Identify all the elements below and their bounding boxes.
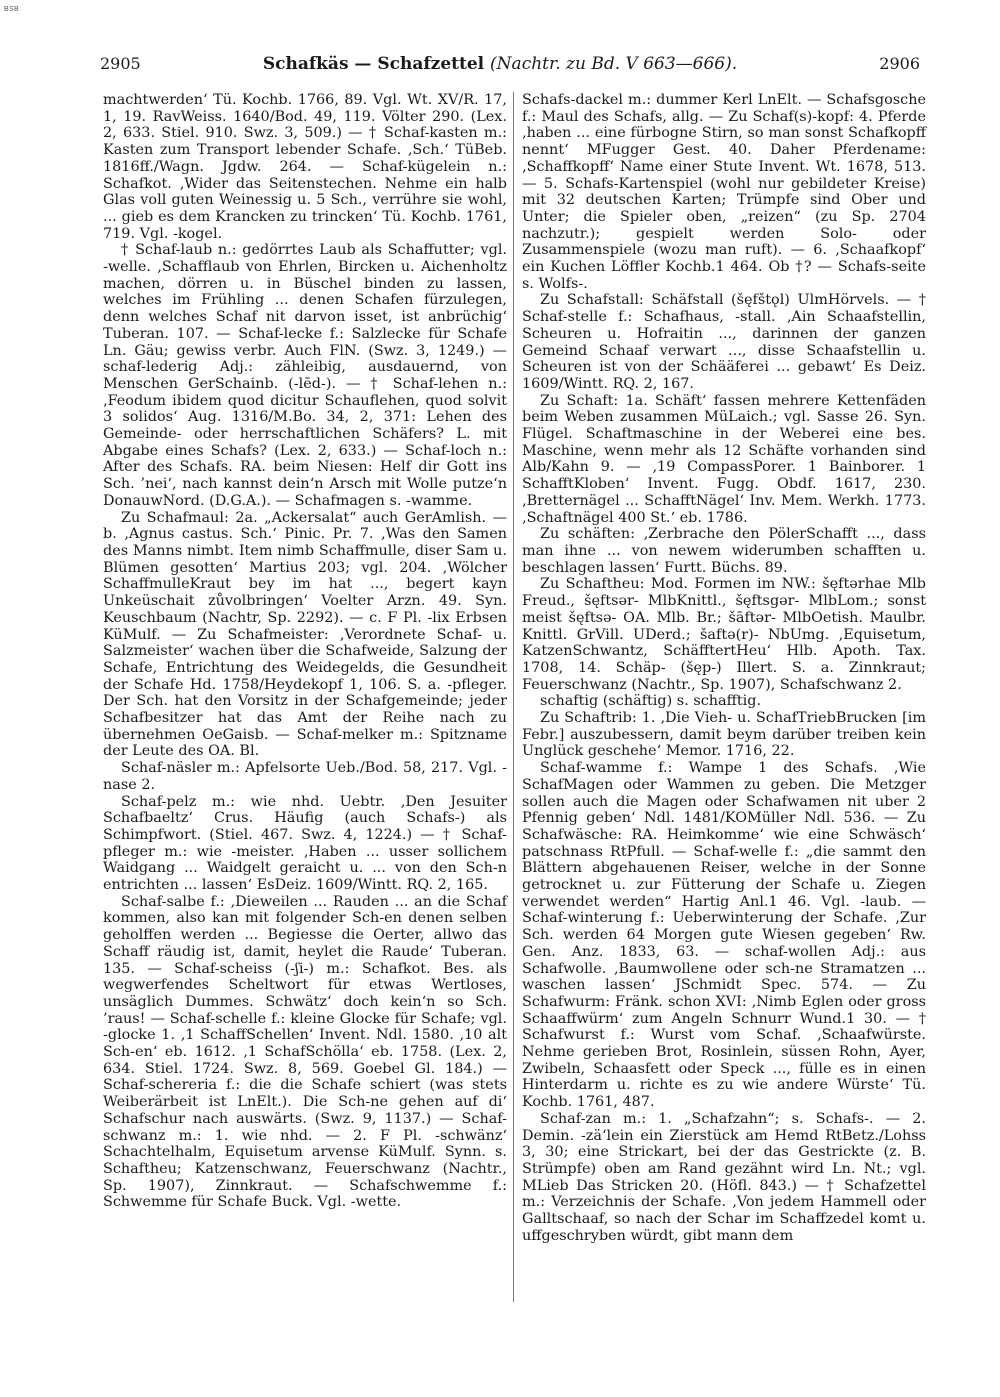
paragraph: Zu schäften: ‚Zerbrache den PölerSchafft ..., dass man ihne ... von newem widerumben schafften u. beschlagen lassen‘ Furtt. Büchs. 89. bbox=[522, 526, 926, 576]
paragraph: Schaf-salbe f.: ‚Dieweilen ... Rauden ... an die Schaf kommen, also kan mit folgender Sch-en denen selben geholffen werden ... Begiesse die Oerter, allwo das Schaff räudig ist, damit, heylet die Raude‘ Tuberan. 135. — Schaf-scheiss (-ʃi-) m.: Schafkot. Bes. als wegwerfendes Scheltwort für etwas Wertloses, unsäglich Dummes. Schwätz‘ doch kein‘n so Sch. ’raus! — Schaf-schelle f.: kleine Glocke für Schafe; vgl. -glocke 1. ‚1 SchaffSchellen‘ Invent. Ndl. 1580. ‚10 alt Sch-en‘ eb. 1612. ‚1 SchafSchölla‘ eb. 1758. (Lex. 2, 634. Stiel. 1724. Swz. 8, 569. Goebel Gl. 184.) — Schaf-schereria f.: die die Schafe schiert (was stets Weiberärbeit ist LnElt.). Die Sch-ne gehen auf di‘ Schafschur nach auswärts. (Swz. 9, 1137.) — Schaf-schwanz m.: 1. wie nhd. — 2. F Pl. -schwänz‘ Schachtelhalm, Equisetum arvense KüMulf. Synn. s. Schaftheu; Katzenschwanz, Feuerschwanz (Nachtr., Sp. 1907), Zinnkraut. — Schafschwemme f.: Schwemme für Schafe Buck. Vgl. -wette. bbox=[103, 893, 507, 1211]
column-divider bbox=[513, 92, 514, 1302]
paragraph: Zu Schaftrib: 1. ‚Die Vieh- u. SchafTriebBrucken [im Febr.] auszubessern, damit beym darüber treiben kein Unglück geschehe‘ Memor. 1716, 22. bbox=[522, 710, 926, 760]
title-headwords: Schafkäs — Schafzettel bbox=[262, 54, 485, 74]
title-supplement-note: (Nachtr. zu Bd. V 663—666). bbox=[490, 54, 738, 74]
paragraph: Zu Schaft: 1a. Schäft‘ fassen mehrere Kettenfäden beim Weben zusammen MüLaich.; vgl. Sasse 26. Syn. Flügel. Schaftmaschine in der Weberei eine bes. Maschine, wenn mehr als 12 Schäfte vorhanden sind Alb/Kahn 9. — ‚19 CompassPorer. 1 Bainborer. 1 SchafftKloben‘ Invent. Fugg. Obdf. 1617, 230. ‚Bretternägel ... SchafftNägel‘ Inv. Mem. Werkh. 1773. ‚Schaftnägel 400 St.‘ eb. 1786. bbox=[522, 392, 926, 526]
left-column bbox=[103, 92, 507, 1211]
paragraph: Schaf-näsler m.: Apfelsorte Ueb./Bod. 58, 217. Vgl. -nase 2. bbox=[103, 760, 507, 793]
right-column bbox=[522, 92, 926, 1245]
paragraph: Schafs-dackel m.: dummer Kerl LnElt. — Schafsgosche f.: Maul des Schafs, allg. — Zu Schaf(s)-kopf: 4. Pferde ‚haben ... eine fürbogne Stirn, so man sonst Schafkopff nennt‘ MFugger Gest. 40. Daher Pferdename: ‚Schaffkopff‘ Name einer Stute Invent. Wt. 1678, 513. — 5. Schafs-Kartenspiel (wohl nur gebildeter Kreise) mit 32 deutschen Karten; Trümpfe sind Ober und Unter; die Spieler oben, „reizen“ (zu Sp. 2704 nachzutr.); gespielt werden Solo- oder Zusammenspiele (wozu man ruft). — 6. ‚Schaafkopf‘ ein Kuchen Löffler Kochb.1 464. Ob †? — Schafs-seite s. Wolfs-. bbox=[522, 92, 926, 292]
paragraph: machtwerden‘ Tü. Kochb. 1766, 89. Vgl. Wt. XV/R. 17, 1, 19. RavWeiss. 1640/Bod. 49, 119. Völter 290. (Lex. 2, 633. Stiel. 910. Swz. 3, 509.) — † Schaf-kasten m.: Kasten zum Transport lebender Schafe. ‚Sch.‘ TüBeb. 1816ff./Wagn. Jgdw. 264. — Schaf-kügelein n.: Schafkot. ‚Wider das Seitenstechen. Nehme ein halb Glas voll guten Weinessig u. 5 Sch., verrühre sie wohl, ... gieb es dem Krancken zu trincken‘ Tü. Kochb. 1761, 719. Vgl. -kogel. bbox=[103, 92, 507, 242]
paragraph: Zu Schafstall: Schäfstall (šęfštǫl) UlmHörvels. — † Schaf-stelle f.: Schafhaus, -stall. ‚Ain Schaafstellin, Scheuren u. Hofraitin ..., darinnen der ganzen Gemeind Schaaf verwart ..., disse Schaafstellin u. Scheuren ist von der Schääferei ... gebawt‘ Es Deiz. 1609/Wintt. RQ. 2, 167. bbox=[522, 292, 926, 392]
page-number-left: 2905 bbox=[100, 54, 141, 73]
running-title bbox=[0, 54, 1000, 74]
library-stamp: BSB bbox=[4, 6, 19, 13]
paragraph: Schaf-zan m.: 1. „Schafzahn“; s. Schafs-. — 2. Demin. -zä‘lein ein Zierstück am Hemd RtBetz./Lohss 3, 30; eine Strickart, bei der das Gestrickte (z. B. Strümpfe) oben am Rand gezähnt wird Ln. Nt.; vgl. MLieb Das Stricken 20. (Höfl. 843.) — † Schafzettel m.: Verzeichnis der Schafe. ‚Von jedem Hammell oder Galltschaaf, so nach der Schar im Schaffzedel komt u. uffgeschryben würdt, gibt mann dem bbox=[522, 1110, 926, 1244]
paragraph: Schaf-pelz m.: wie nhd. Uebtr. ‚Den Jesuiter Schafbaeltz‘ Crus. Häufig (auch Schafs-) als Schimpfwort. (Stiel. 467. Swz. 4, 1224.) — † Schaf-pfleger m.: wie -meister. ‚Haben ... usser sollichem Waidgang ... Waidgelt geraicht u. ... von den Sch-n entrichten ... lassen‘ EsDeiz. 1609/Wintt. RQ. 2, 165. bbox=[103, 793, 507, 894]
paragraph: schaftig (schäftig) s. schafftig. bbox=[540, 693, 762, 710]
paragraph: Zu Schafmaul: 2a. „Ackersalat“ auch GerAmlish. — b. ‚Agnus castus. Sch.‘ Pinic. Pr. 7. ‚Was den Samen des Manns nimbt. Item nimb Schaffmulle, diser Sam u. Blümen gesotten‘ Martius 203; vgl. 204. ‚Wölcher SchaffmulleKraut bey im hat ..., begert kayn Unkeüschait zůvolbringen‘ Voelter Arzn. 49. Syn. Keuschbaum (Nachtr, Sp. 2292). — c. F Pl. -lix Erbsen KüMulf. — Zu Schafmeister: ‚Verordnete Schaf- u. Salzmeister‘ wachen über die Schafweide, Salzung der Schafe, Entrichtung des Weidegelds, die Gesundheit der Schafe Hd. 1758/Heydekopf 1, 106. S. a. -pfleger. Der Sch. hat den Vorsitz in der Schafgemeinde; jeder Schafbesitzer hat das Amt der Reihe nach zu übernehmen OeGaisb. — Schaf-melker m.: Spitzname der Leute des OA. Bl. bbox=[103, 509, 507, 760]
page-number-right: 2906 bbox=[879, 54, 920, 73]
paragraph: Zu Schaftheu: Mod. Formen im NW.: šęftərhae Mlb Freud., šęftsər- MlbKnittl., šęftsgər- MlbLom.; sonst meist šęftsə- OA. Mlb. Br.; šāftər- MlbOetish. Maulbr. Knittl. GrVill. UDerd.; šaftə(r)- NbUmg. ‚Equisetum, KatzenSchwantz, SchäfftertHeu‘ Hlb. Apoth. Tax. 1708, 14. Schäp- (šęp-) Illert. S. a. Zinnkraut; Feuerschwanz (Nachtr., Sp. 1907), Schafschwanz 2. bbox=[522, 576, 926, 693]
paragraph: † Schaf-laub n.: gedörrtes Laub als Schaffutter; vgl. -welle. ‚Schafflaub von Ehrlen, Bircken u. Aichenholtz machen, dörren u. in Büschel binden zu lassen, welches im Frühling ... denen Schafen fürzulegen, denn welches Schaf nit darvon isset, ist anbrüchig‘ Tuberan. 107. — Schaf-lecke f.: Salzlecke für Schafe Ln. Gäu; gewiss verbr. Auch FlN. (Swz. 3, 1249.) — schaf-lederig Adj.: zähleibig, ausdauernd, von Menschen GerSchainb. (-lēd-). — † Schaf-lehen n.: ‚Feodum ibidem quod dicitur Schauflehen, quod solvit 3 solidos‘ Aug. 1316/M.Bo. 34, 2, 371: Lehen des Gemeinde- oder herrschaftlichen Schäfers? L. mit Abgabe eines Schafs? (Lex. 2, 633.) — Schaf-loch n.: After des Schafs. RA. beim Niesen: Helf dir Gott ins Sch. ’nei‘, nach kannst dein‘n Arsch mit Wolle putze‘n DonauwNord. (D.G.A.). — Schafmagen s. -wamme. bbox=[103, 242, 507, 509]
paragraph: Schaf-wamme f.: Wampe 1 des Schafs. ‚Wie SchafMagen oder Wammen zu geben. Die Metzger sollen auch die Magen oder Schafwamen nit uber 2 Pfennig geben‘ Ndl. 1481/KOMüller Ndl. 536. — Zu Schafwäsche: RA. Heimkomme‘ wie eine Schwäsch‘ patschnass RtPfull. — Schaf-welle f.: „die sammt den Blättern abgehauenen Reiser, welche in der Sonne getrocknet u. zur Fütterung der Schafe u. Ziegen verwendet werden“ Hartig Anl.1 46. Vgl. -laub. — Schaf-winterung f.: Ueberwinterung der Schafe. ‚Zur Sch. werden 64 Morgen gute Wiesen gegeben‘ Rw. Gen. Anz. 1833, 63. — schaf-wollen Adj.: aus Schafwolle. ‚Baumwollene oder sch-ne Stramatzen ... waschen lassen‘ JSchmidt Spec. 574. — Zu Schafwurm: Fränk. schon XVI: ‚Nimb Eglen oder gross Schaaffwürm‘ zum Angeln Schnurr Wund.1 30. — † Schafwurst f.: Wurst vom Schaf. ‚Schaafwürste. Nehme gerieben Brot, Rosinlein, süssen Rohn, Ayer, Zwibeln, Schaasfett oder Speck ..., fülle es in einen Hinterdarm u. richte es zu wie andere Würste‘ Tü. Kochb. 1761, 487. bbox=[522, 760, 926, 1111]
